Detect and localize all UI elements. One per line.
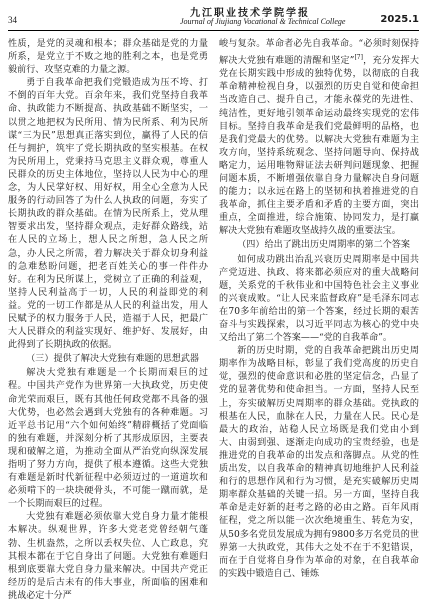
paragraph: 性质，是党的灵魂和根本；群众基础是党的力量所系，是党立于不败之地的胜利之本，也是党勇毅前行、攻坚克难的力量之源。 <box>8 39 208 76</box>
paragraph: 大党独有难题必须依靠大党自身力量才能根本解决。纵观世界，许多大党老党曾经朝气蓬勃、生机盎然，之所以丢权失位、人亡政息，究其根本都在于它自身出了问题。大党独有难题归根到底要靠大党自身力量来解决。中国共产党正经历的是后古未有的伟大事业，所面临的困难和挑战必定十分严 <box>8 512 208 601</box>
header-rule <box>8 30 419 31</box>
issue-label: 2025.1 <box>380 14 419 25</box>
section-heading: （三）提供了解决大党独有难题的思想武器 <box>26 354 199 365</box>
page-header <box>0 0 427 34</box>
paragraph: 解决大党独有难题是一个长期而艰巨的过程。中国共产党作为世界第一大执政党，历史使命光荣而艰巨，既有其他任何政党都不具备的强大优势，也必然会遇到大党独有的各种难题。习近平总书记用“六个如何始终”精辟概括了党面临的独有难题，并深刻分析了其形成原因，主要表现和破解之道，为推动全面从严治党向纵深发展指明了努力方向，提供了根本遵循。这些大党独有难题是新时代新征程中必须迈过的一道道坎和必须啃下的一块块硬骨头，不可能一蹴而就，是一个长期而艰巨的过程。 <box>8 368 208 510</box>
page-number: 34 <box>8 15 17 25</box>
paragraph <box>219 38 419 238</box>
paragraph-text: ，充分发挥大党在长期实践中形成的独特优势，以彻底的自我革命精神检视自身，以强烈的历史自觉和使命担当改造自己、提升自己，才能永葆党的先进性、纯洁性，更好地引领革命运动最终实现党的宏伟目标。坚持自我革命是我们党最鲜明的品格，也是我们党最大的优势。以解决大党独有难题为主攻方向，坚持系统观念、坚持问题导向、保持战略定力，运用唯物辩证法去研判问题现象、把握问题本质，不断增强依靠自身力量解决自身问题的能力；以永远在路上的坚韧和执着推进党的自我革命，抓住主要矛盾和矛盾的主要方面，突出重点，全面推进，综合施策、协同发力，是打赢解决大党独有难题攻坚战持久战的重要法宝。 <box>219 56 419 237</box>
journal-title-cn: 九江职业技术学院学报 <box>190 8 310 19</box>
paragraph-text: 峻与复杂。革命者必先自我革命。“必须时刻保持解决大党独有难题的清醒和坚定” <box>219 39 419 67</box>
left-column <box>8 38 208 610</box>
paragraph: 勇于自我革命把我们党锻造成为压不垮、打不倒的百年大党。百余年来，我们党坚持自我革命、执政能力不断提高、执政基础不断坚实，一以贯之地把权为民所用、情为民所系、利为民所谋“三为民”思想真正落实到位，赢得了人民的信任与拥护，筑牢了党长期执政的坚实根基。在权为民所用上，党秉持马克思主义群众观，尊重人民群众的历史主体地位，坚持以人民为中心的理念，为人民掌好权、用好权，用全心全意为人民服务的行动回答了为什么人执政的问题，夯实了长期执政的群众基础。在情为民所系上，党从理智要求出发，坚持群众观点，走好群众路线，站在人民的立场上，想人民之所想，急人民之所急，办人民之所需，着力解决关于群众切身利益的急难愁盼问题，把老百姓关心的事一件件办好。在利为民所谋上，党树立了正确的利益观，坚持人民利益高于一切，人民的利益即党的利益。党的一切工作都是从人民的利益出发，用人民赋予的权力服务于人民，造福于人民，把最广大人民群众的利益实现好、维护好、发展好，由此得到了长期执政的依据。 <box>8 78 208 351</box>
right-column <box>219 38 419 610</box>
paragraph: 如何成功跳出治乱兴衰历史周期率是中国共产党迈进、执政、将来都必须应对的重大战略问题，关系党的千秋伟业和中国特色社会主义事业的兴衰成败。“让人民来监督政府”是毛泽东同志在70多年前给出的第一个答案，经过长期的艰苦奋斗与实践探索，以习近平同志为核心的党中央又给出了第二个答案——“党的自我革命”。 <box>219 254 419 344</box>
paragraph: 新的历史时期，党的自我革命把跳出历史周期率作为战略目标，彰显了我们党高度的历史自觉，强烈的使命意识和必胜的坚定信念，凸显了党的显著优势和使命担当。一方面，坚持人民至上，夯实破解历史周期率的群众基础。党执政的根基在人民，血脉在人民，力量在人民。民心是最大的政治，站稳人民立场既是我们党由小到大、由弱到强、逐渐走向成功的宝贵经验，也是推进党的自我革命的出发点和落脚点。从党的性质出发，以自我革命的精神真切地维护人民利益和行的思想作风和行为习惯，是充实破解历史周期率群众基础的关键一招。另一方面，坚持自我革命是走好新的赶考之路的必由之路。百年风雨征程，党之所以能一次次绝境重生、转危为安，从50多名党员发展成为拥有9800多万名党员的世界第一大执政党，其伟大之处不在于不犯错误，而在于自觉将自身作为革命的对象，在自我革命的实践中锻造自己、锤炼 <box>219 346 419 579</box>
journal-title-en: Journal of Jiujiang Vocational & Technical College <box>180 17 346 26</box>
reference-marker: [7] <box>354 54 363 62</box>
section-heading: （四）给出了跳出历史周期率的第二个答案 <box>237 240 410 251</box>
